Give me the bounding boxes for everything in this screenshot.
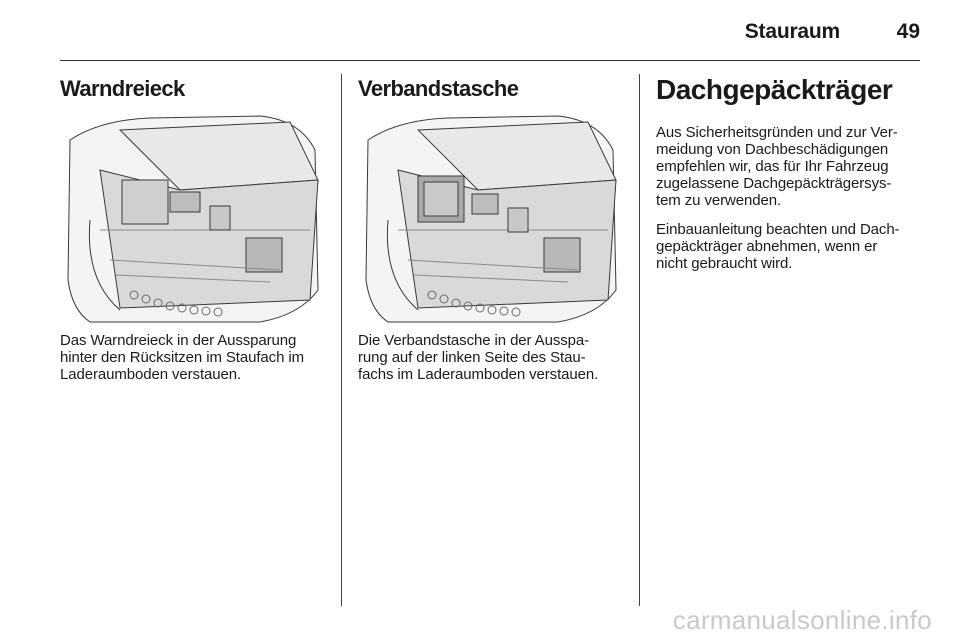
heading-warndreieck: Warndreieck — [60, 76, 185, 101]
section-title: Stauraum — [744, 20, 840, 43]
watermark: carmanualsonline.info — [672, 605, 932, 635]
heading-verbandstasche: Verbandstasche — [358, 76, 519, 101]
heading-dachgepaecktraeger: Dachgepäckträger — [656, 74, 893, 105]
trunk-illustration-icon — [358, 110, 620, 326]
paragraph-1: Aus Sicherheitsgründen und zur Ver- meidung von Dachbeschädigungen empfehlen wir, das für Ihr Fahrzeug zugelassene Dachgepäckträgersys- tem zu verwenden. — [656, 124, 898, 209]
column-divider — [341, 74, 342, 606]
caption-warndreieck: Das Warndreieck in der Aussparung hinter den Rücksitzen im Staufach im Laderaumboden verstauen. — [60, 332, 305, 383]
page-header — [60, 0, 920, 61]
caption-verbandstasche: Die Verbandstasche in der Ausspa- rung auf der linken Seite des Stau- fachs im Laderaumboden verstauen. — [358, 332, 599, 383]
page-number: 49 — [896, 20, 920, 43]
trunk-illustration-icon — [60, 110, 322, 326]
column-divider — [639, 74, 640, 606]
paragraph-2: Einbauanleitung beachten und Dach- gepäckträger abnehmen, wenn er nicht gebraucht wird. — [656, 221, 900, 272]
